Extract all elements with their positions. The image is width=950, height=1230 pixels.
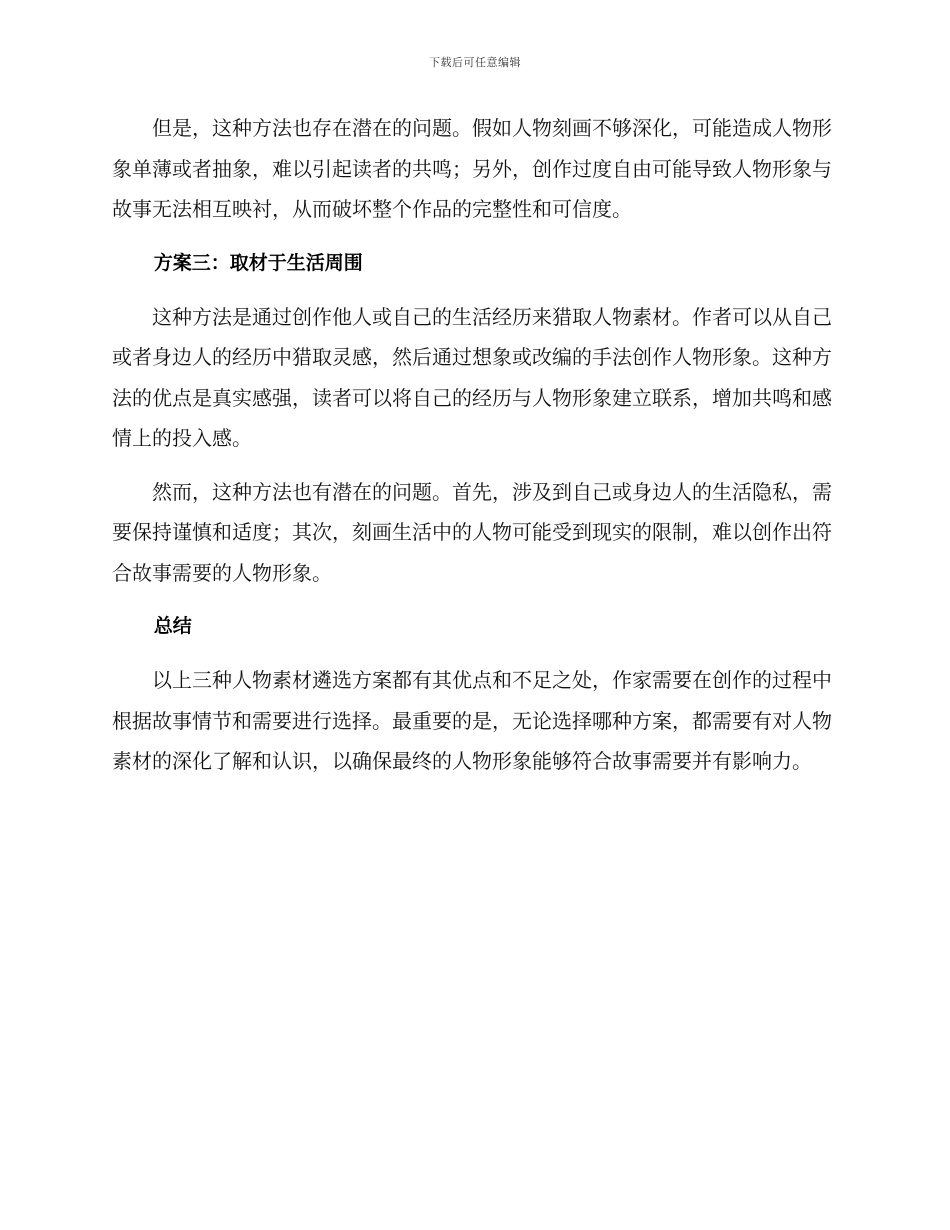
paragraph-problems-method-two: 但是，这种方法也存在潜在的问题。假如人物刻画不够深化，可能造成人物形象单薄或者抽象，难以引起读者的共鸣；另外，创作过度自由可能导致人物形象与故事无法相互映衬，从而破坏整个作品的完整性和可信度。 bbox=[112, 116, 832, 221]
section-heading-plan-three: 方案三：取材于生活周围 bbox=[153, 251, 363, 274]
paragraph-plan-three-description: 这种方法是通过创作他人或自己的生活经历来猎取人物素材。作者可以从自己或者身边人的经历中猎取灵感，然后通过想象或改编的手法创作人物形象。这种方法的优点是真实感强，读者可以将自己的经历与人物形象建立联系，增加共鸣和感情上的投入感。 bbox=[112, 304, 832, 450]
section-heading-summary: 总结 bbox=[153, 615, 192, 637]
paragraph-plan-three-problems: 然而，这种方法也有潜在的问题。首先，涉及到自己或身边人的生活隐私，需要保持谨慎和适度；其次，刻画生活中的人物可能受到现实的限制，难以创作出符合故事需要的人物形象。 bbox=[112, 479, 832, 585]
page-header: 下载后可任意编辑 bbox=[429, 56, 521, 69]
document-body bbox=[112, 108, 832, 795]
paragraph-summary: 以上三种人物素材遴选方案都有其优点和不足之处，作家需要在创作的过程中根据故事情节和需要进行选择。最重要的是，无论选择哪种方案，都需要有对人物素材的深化了解和认识，以确保最终的人物形象能够符合故事需要并有影响力。 bbox=[112, 668, 832, 773]
